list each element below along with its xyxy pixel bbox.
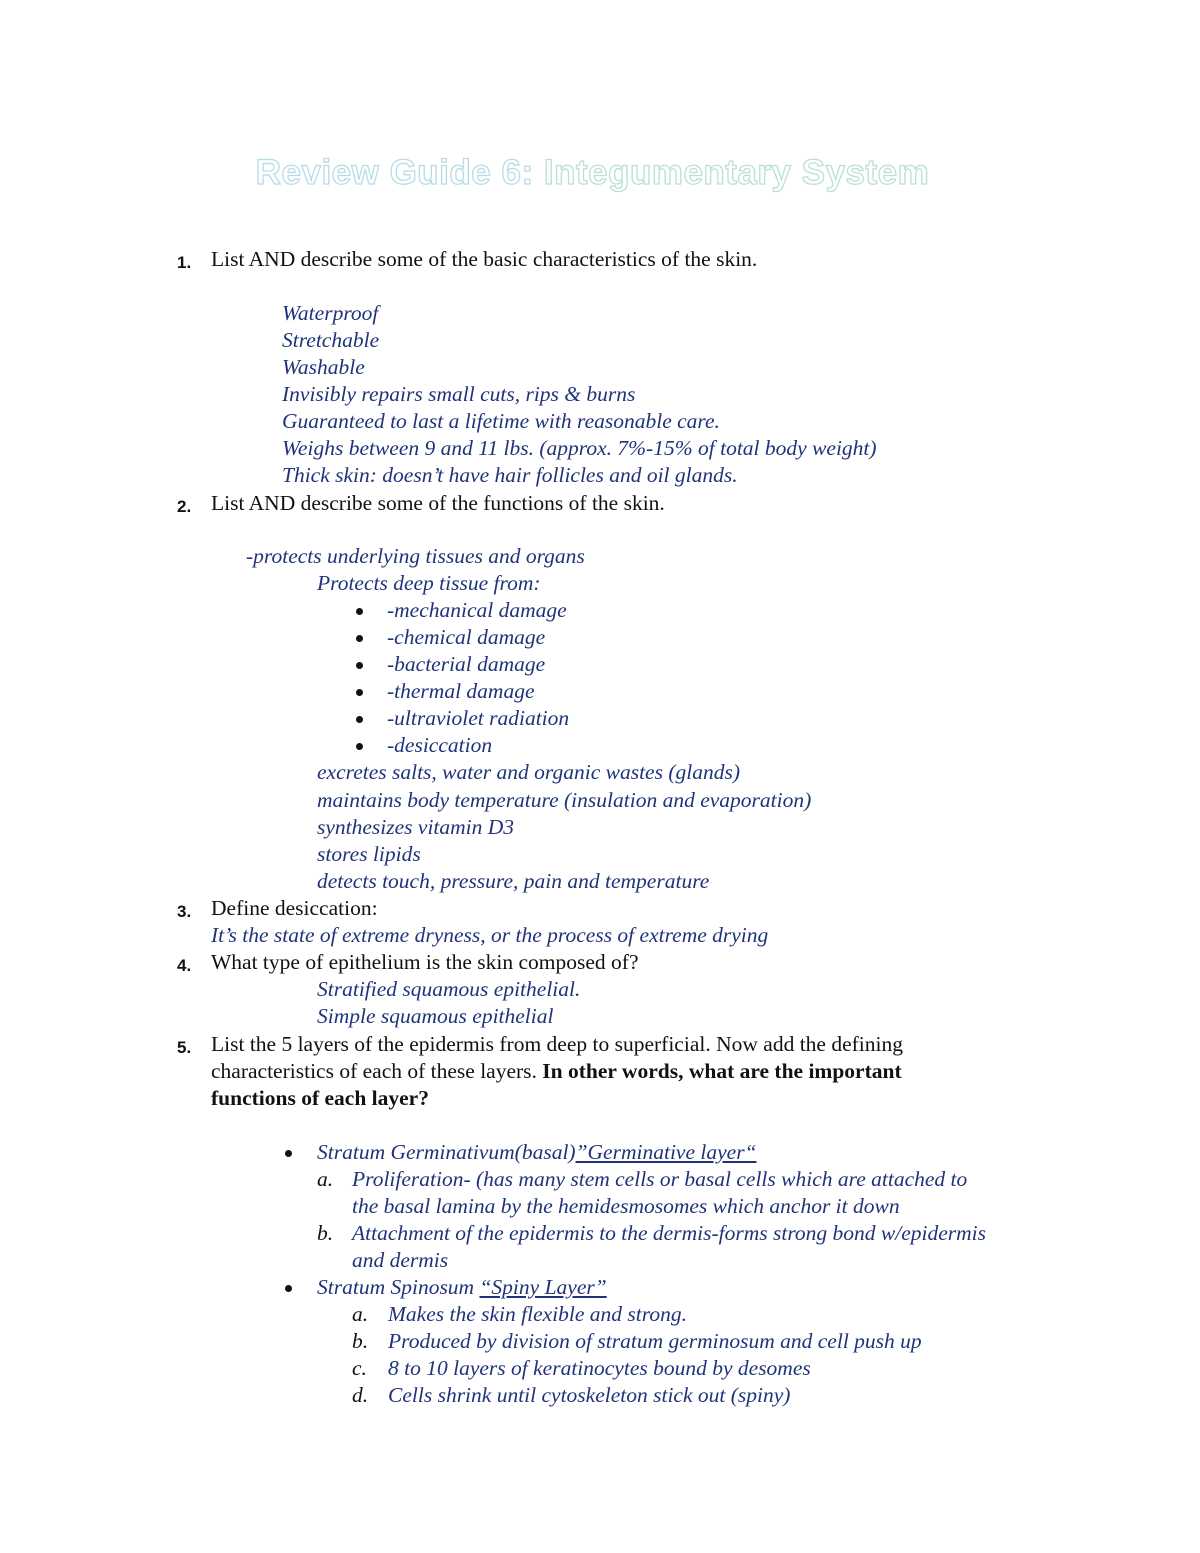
- q5-text-line1: List the 5 layers of the epidermis from deep to superficial. Now add the defining: [211, 1032, 903, 1056]
- layer-detail: Cells shrink until cytoskeleton stick out (spiny): [388, 1383, 791, 1407]
- layer-detail: the basal lamina by the hemidesmosomes which anchor it down: [352, 1194, 900, 1218]
- q2-number: 2.: [177, 497, 192, 516]
- q5-text-line2: [211, 1058, 902, 1085]
- q2-bullet: -thermal damage: [387, 679, 535, 703]
- q4-answer: Simple squamous epithelial: [317, 1004, 554, 1028]
- q2-function: detects touch, pressure, pain and temperature: [317, 869, 710, 893]
- layer-detail: Makes the skin flexible and strong.: [388, 1302, 687, 1326]
- layer-detail: Proliferation- (has many stem cells or basal cells which are attached to: [352, 1167, 968, 1191]
- q1-answer: Stretchable: [282, 328, 380, 352]
- item-letter: b.: [352, 1329, 369, 1353]
- bullet-icon: [356, 689, 363, 696]
- layer-alias: “Spiny Layer”: [479, 1275, 607, 1299]
- q2-bullet: -ultraviolet radiation: [387, 706, 570, 730]
- q1-answer: Weighs between 9 and 11 lbs. (approx. 7%-15% of total body weight): [282, 436, 877, 460]
- q2-function: synthesizes vitamin D3: [317, 815, 515, 839]
- item-letter: a.: [352, 1302, 369, 1326]
- bullet-icon: [356, 608, 363, 615]
- q4-number: 4.: [177, 956, 192, 975]
- q2-protects-deep: Protects deep tissue from:: [317, 571, 541, 595]
- layer-detail: Produced by division of stratum germinosum and cell push up: [388, 1329, 922, 1353]
- bullet-icon: [285, 1150, 292, 1157]
- q1-answer: Washable: [282, 355, 365, 379]
- layer-detail: 8 to 10 layers of keratinocytes bound by desomes: [388, 1356, 811, 1380]
- q2-bullet: -mechanical damage: [387, 598, 567, 622]
- bullet-icon: [356, 662, 363, 669]
- q2-bullet: -desiccation: [387, 733, 493, 757]
- q2-bullet: -chemical damage: [387, 625, 546, 649]
- layer-detail: Attachment of the epidermis to the dermis-forms strong bond w/epidermis: [352, 1221, 986, 1245]
- q5-text-line2-bold: In other words, what are the important: [542, 1059, 902, 1083]
- bullet-icon: [285, 1285, 292, 1292]
- q1-answer: Waterproof: [282, 301, 379, 325]
- item-letter: c.: [352, 1356, 367, 1380]
- q3-number: 3.: [177, 902, 192, 921]
- q2-function: maintains body temperature (insulation and evaporation): [317, 788, 812, 812]
- q2-text: List AND describe some of the functions of the skin.: [211, 491, 665, 515]
- q2-bullet: -bacterial damage: [387, 652, 546, 676]
- q1-answer: Thick skin: doesn’t have hair follicles and oil glands.: [282, 463, 738, 487]
- title-part1: Review Guide 6:: [255, 153, 534, 192]
- bullet-icon: [356, 743, 363, 750]
- q3-answer: It’s the state of extreme dryness, or the process of extreme drying: [211, 923, 769, 947]
- layer-name: Stratum Spinosum: [317, 1275, 480, 1299]
- title-part2: Integumentary System: [543, 153, 930, 192]
- q5-number: 5.: [177, 1038, 192, 1057]
- q5-text-line3: functions of each layer?: [211, 1086, 429, 1110]
- q1-text: List AND describe some of the basic characteristics of the skin.: [211, 247, 758, 271]
- layer-heading: [317, 1274, 607, 1301]
- layer-name: Stratum Germinativum(basal): [317, 1140, 576, 1164]
- layer-heading: [317, 1139, 757, 1166]
- page-title: [0, 153, 1185, 193]
- q4-answer: Stratified squamous epithelial.: [317, 977, 581, 1001]
- q3-text: Define desiccation:: [211, 896, 378, 920]
- item-letter: a.: [317, 1167, 334, 1191]
- layer-alias: ”Germinative layer“: [575, 1140, 757, 1164]
- q1-answer: Invisibly repairs small cuts, rips & burns: [282, 382, 636, 406]
- q5-text-line2-plain: characteristics of each of these layers.: [211, 1059, 543, 1083]
- bullet-icon: [356, 716, 363, 723]
- q2-function: excretes salts, water and organic wastes (glands): [317, 760, 740, 784]
- q1-answer: Guaranteed to last a lifetime with reasonable care.: [282, 409, 720, 433]
- q2-protects: -protects underlying tissues and organs: [246, 544, 585, 568]
- q4-text: What type of epithelium is the skin composed of?: [211, 950, 639, 974]
- bullet-icon: [356, 635, 363, 642]
- q2-function: stores lipids: [317, 842, 421, 866]
- item-letter: d.: [352, 1383, 369, 1407]
- layer-detail: and dermis: [352, 1248, 449, 1272]
- item-letter: b.: [317, 1221, 334, 1245]
- q1-number: 1.: [177, 253, 192, 272]
